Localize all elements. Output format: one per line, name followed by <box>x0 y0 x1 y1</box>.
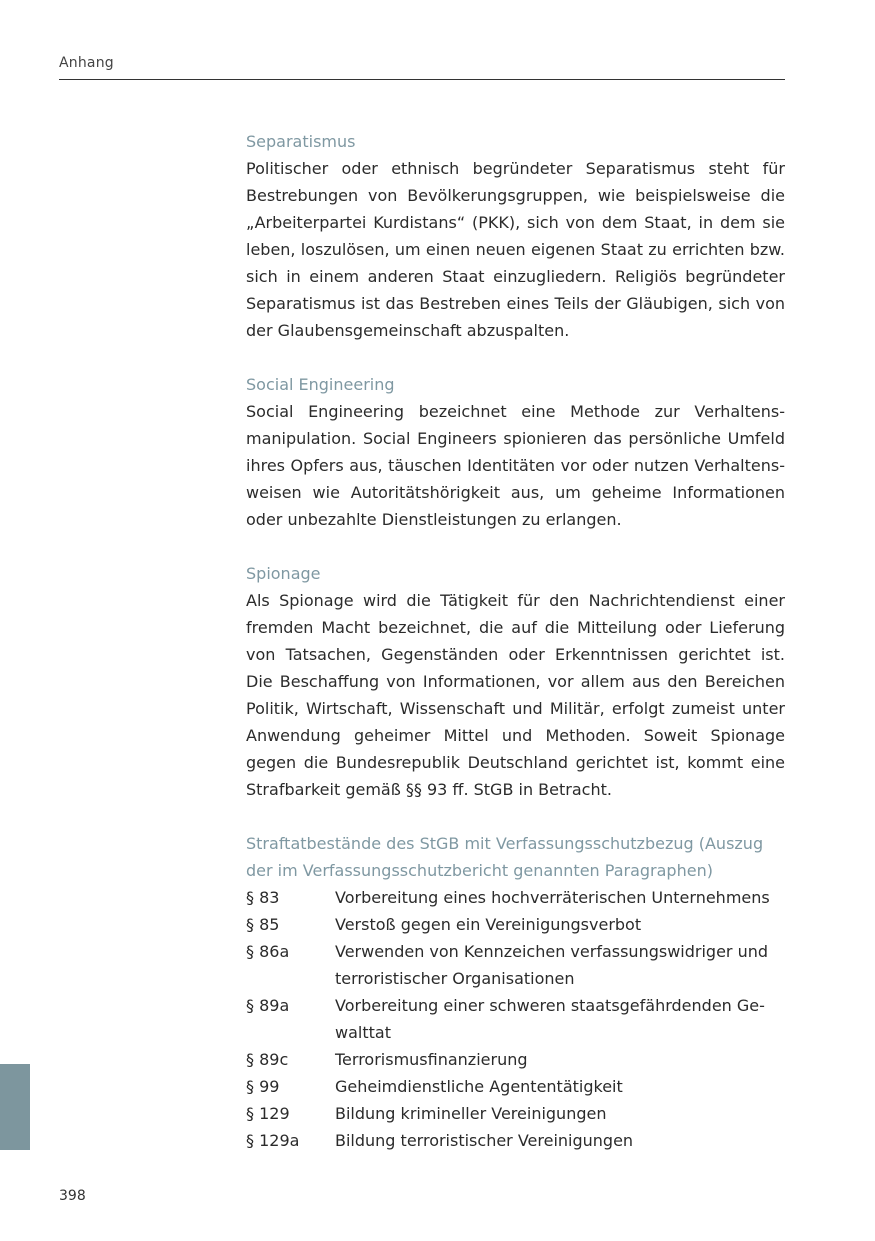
statute-code: § 85 <box>246 915 280 934</box>
statute-row <box>246 1100 785 1127</box>
statute-description: Geheimdienstliche Agententätigkeit <box>335 1077 623 1096</box>
statute-row <box>246 1127 785 1154</box>
header-divider <box>59 79 785 80</box>
entry-heading: Spionage <box>246 564 321 583</box>
entry-heading: Separatismus <box>246 132 356 151</box>
statute-row <box>246 1046 785 1073</box>
statute-row <box>246 992 785 1046</box>
entry-text: Als Spionage wird die Tätigkeit für den Nachrichtendienst einer fremden Macht bezeichnet, die auf die Mitteilung oder Lieferung von Tatsachen, Gegenständen oder Erkenntnissen gerichtet ist. Die Beschaffung von Informationen, vor allem aus den Bereichen Politik, Wirtschaft, Wissenschaft und Militär, erfolgt zumeist unter Anwendung geheimer Mittel und Methoden. Soweit Spionage gegen die Bundesrepublik Deutschland gerichtet ist, kommt eine Strafbarkeit gemäß §§ 93 ff. StGB in Betracht. <box>246 591 785 799</box>
statute-row <box>246 911 785 938</box>
entry-text: Social Engineering bezeichnet eine Methode zur Verhaltensmanipulation. Social Engineers spionieren das persönliche Umfeld ihres Opfers aus, täuschen Identitäten vor oder nutzen Verhaltensweisen wie Autoritätshörigkeit aus, um geheime Informationen oder unbezahlte Dienstleistungen zu erlangen. <box>246 402 785 529</box>
glossary-content <box>246 128 785 1181</box>
statute-row <box>246 884 785 911</box>
running-header: Anhang <box>59 55 114 71</box>
statute-row <box>246 1073 785 1100</box>
statute-description: Verstoß gegen ein Vereinigungsverbot <box>335 915 642 934</box>
statute-description: Terrorismusfinanzierung <box>335 1050 528 1069</box>
statutes-heading: Straftatbestände des StGB mit Verfassungsschutzbezug (Auszug der im Verfassungsschutzbericht genannten Paragraphen) <box>246 834 764 880</box>
statute-row <box>246 938 785 992</box>
glossary-entry-social-engineering <box>246 371 785 533</box>
statute-description: Vorbereitung einer schweren staatsgefährdenden Gewalttat <box>335 996 765 1042</box>
statute-code: § 86a <box>246 942 290 961</box>
statutes-list <box>246 830 785 1154</box>
statute-code: § 89c <box>246 1050 289 1069</box>
statute-code: § 89a <box>246 996 290 1015</box>
statute-description: Vorbereitung eines hochverräterischen Unternehmens <box>335 888 770 907</box>
statute-code: § 129 <box>246 1104 290 1123</box>
statute-code: § 99 <box>246 1077 280 1096</box>
statute-description: Bildung terroristischer Vereinigungen <box>335 1131 634 1150</box>
statute-code: § 129a <box>246 1131 300 1150</box>
glossary-entry-separatismus <box>246 128 785 344</box>
statute-description: Bildung krimineller Vereinigungen <box>335 1104 607 1123</box>
entry-heading: Social Engineering <box>246 375 395 394</box>
page-number: 398 <box>59 1188 86 1204</box>
glossary-entry-spionage <box>246 560 785 803</box>
entry-text: Politischer oder ethnisch begründeter Separatismus steht für Bestrebungen von Bevölkerungsgruppen, wie beispielsweise die „Arbeiterpartei Kurdistans“ (PKK), sich von dem Staat, in dem sie leben, loszulösen, um einen neuen eigenen Staat zu errichten bzw. sich in einem anderen Staat einzugliedern. Religiös begründeter Separatismus ist das Bestreben eines Teils der Gläubigen, sich von der Glaubensgemeinschaft abzuspalten. <box>246 159 785 340</box>
chapter-marker-tab <box>0 1064 30 1150</box>
statute-code: § 83 <box>246 888 280 907</box>
statute-description: Verwenden von Kennzeichen verfassungswidriger und terroristischer Organisationen <box>335 942 769 988</box>
